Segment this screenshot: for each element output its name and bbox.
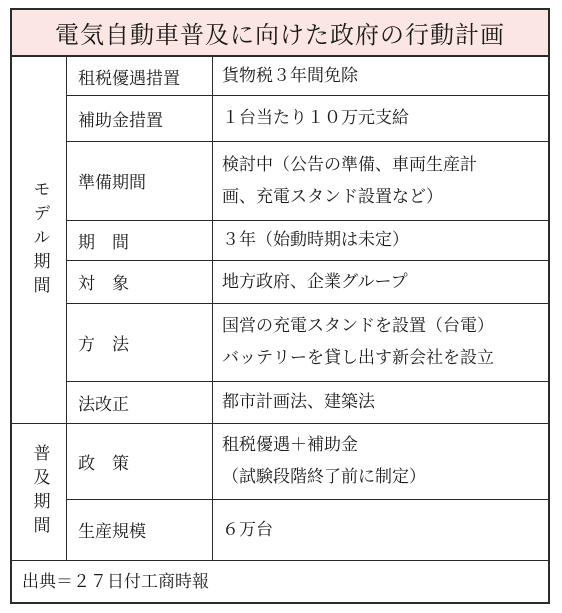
row-value: １台当たり１０万元支給: [222, 108, 409, 128]
row-label: 生産規模: [78, 522, 146, 542]
row-label: 法改正: [78, 394, 129, 415]
row-value: 地方政府、企業グループ: [222, 271, 408, 292]
row-divider: [66, 260, 548, 261]
row-divider: [66, 95, 548, 96]
row-label: 租税優遇措置: [78, 68, 180, 89]
source-note: 出典＝２７日付工商時報: [22, 571, 209, 592]
group-model-period-label: モデル期間: [29, 180, 50, 300]
row-value: 租税優遇＋補助金 （試験段階終了前に制定）: [222, 435, 426, 487]
action-plan-table: [10, 8, 550, 604]
table-title: 電気自動車普及に向けた政府の行動計画: [12, 10, 548, 57]
column-divider: [212, 57, 213, 560]
row-divider: [66, 303, 548, 304]
row-divider: [66, 499, 548, 500]
row-label: 補助金措置: [78, 110, 163, 131]
row-label: 対 象: [78, 274, 129, 294]
group-divider: [12, 423, 548, 424]
row-value: 検討中（公告の準備、車両生産計 画、充電スタンド設置など）: [222, 154, 477, 207]
row-divider: [66, 220, 548, 221]
row-value: ３年（始動時期は未定）: [222, 230, 409, 250]
row-label: 準備期間: [78, 173, 146, 193]
row-label: 方 法: [78, 334, 129, 355]
group-spread-period: [12, 423, 66, 560]
group-model-period: [12, 57, 66, 423]
row-value: 国営の充電スタンドを設置（台電） バッテリーを貸し出す新会社を設立: [222, 316, 494, 368]
row-value: ６万台: [222, 519, 273, 540]
row-divider: [66, 381, 548, 382]
column-divider: [66, 57, 67, 560]
row-label: 期 間: [78, 232, 129, 253]
row-divider: [66, 141, 548, 142]
row-value: 都市計画法、建築法: [222, 392, 375, 412]
row-label: 政 策: [78, 453, 129, 474]
group-spread-period-label: 普及期間: [29, 443, 50, 540]
row-value: 貨物税３年間免除: [222, 66, 358, 86]
